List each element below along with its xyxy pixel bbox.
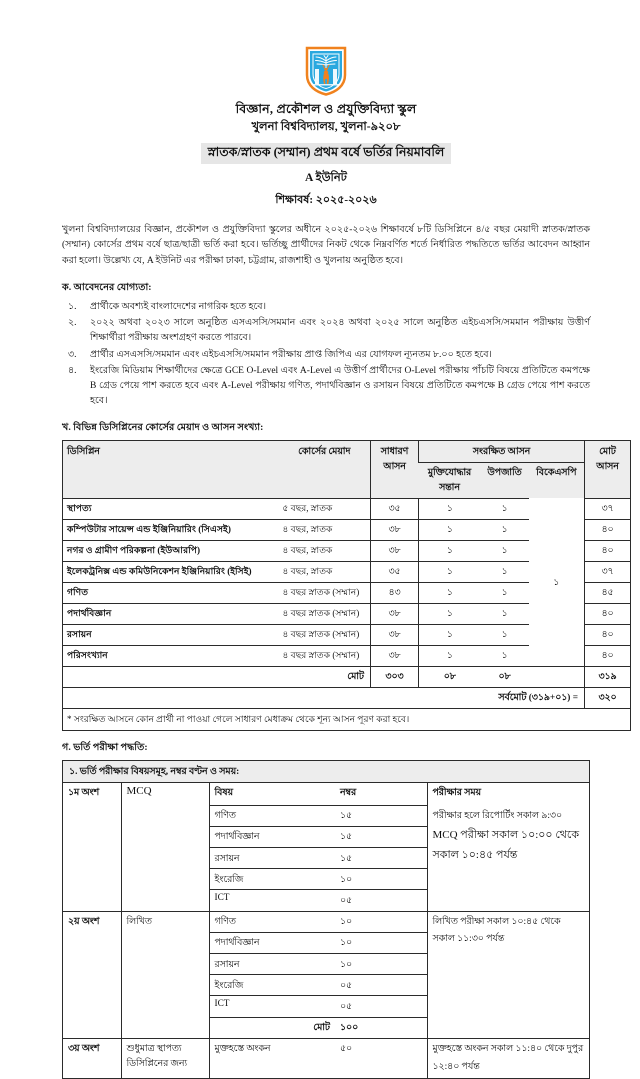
exam-header-row (63, 783, 589, 805)
cell-discipline: পরিসংখ্যান (63, 645, 279, 666)
exam-table-body (63, 783, 589, 1079)
cell-part-2-type: লিখিত (121, 911, 209, 1038)
list-item (62, 364, 590, 410)
page-title: স্নাতক/স্নাতক (সম্মান) প্রথম বর্ষে ভর্তির নিয়মাবলি (201, 143, 452, 164)
exam-time-line: মুক্তহস্তে অংকন সকাল ১১:৪০ থেকে দুপুর ১২:৪০ পর্যন্ত (432, 1044, 584, 1072)
document-header (62, 46, 590, 210)
cell-general: ৩৮ (371, 603, 419, 624)
list-item-text: ইংরেজি মিডিয়াম শিক্ষার্থীদের ক্ষেত্রে GCE O-Level এবং A-Level এ উত্তীর্ণ প্রার্থীদের O-Level পরীক্ষায় পাঁচটি বিষয়ে প্রতিটিতে কমপক্ষে B গ্রেড পেয়ে পাশ করতে হবে এবং A-Level পরীক্ষায় গণিত, পদার্থবিজ্ঞান ও রসায়ন বিষয়ে প্রতিটিতে কমপক্ষে B গ্রেড পেয়ে পাশ করতে হবে। (90, 365, 590, 407)
cell-total: ৩৭ (585, 498, 631, 519)
table-row (63, 498, 631, 519)
exam-time-line: MCQ পরীক্ষা সকাল ১০:০০ থেকে সকাল ১০:৪৫ পর্যন্ত (432, 828, 580, 862)
cell-general: ৩৮ (371, 624, 419, 645)
reserved-seat-note: * সংরক্ষিত আসনে কোন প্রার্থী না পাওয়া গেলে সাধারণ মেধাক্রম থেকে শূন্য আসন পূরণ করা হবে। (63, 708, 631, 730)
cell-tribal: ১ (481, 519, 529, 540)
cell-freedom-fighter: ১ (419, 624, 481, 645)
cell-part-1: ১ম অংশ (63, 783, 121, 911)
cell-tribal: ১ (481, 603, 529, 624)
cell-discipline: পদার্থবিজ্ঞান (63, 603, 279, 624)
cell-discipline: স্থাপত্য (63, 498, 279, 519)
col-total-line1: মোট (599, 447, 616, 458)
table-grand-total-row (63, 687, 631, 708)
cell-subject: রসায়ন (209, 848, 335, 869)
cell-marks: ১৫ (335, 805, 427, 826)
cell-freedom-fighter: ১ (419, 561, 481, 582)
cell-duration: ৫ বছর, স্নাতক (279, 498, 371, 519)
table-header-row (63, 441, 631, 463)
cell-subject: পদার্থবিজ্ঞান (209, 826, 335, 847)
total-bksp (529, 666, 585, 687)
cell-part-1-time (427, 805, 589, 911)
cell-subject: রসায়ন (209, 954, 335, 975)
cell-marks: ০৫ (335, 890, 427, 911)
exam-row (63, 1038, 589, 1078)
list-item (62, 300, 590, 315)
cell-marks: ১০ (335, 932, 427, 953)
col-general-line1: সাধারণ (380, 447, 409, 458)
cell-part-3: ৩য় অংশ (63, 1038, 121, 1078)
total-label: মোট (63, 666, 371, 687)
cell-total: ৪০ (585, 645, 631, 666)
cell-duration: ৪ বছর স্নাতক (সম্মান) (279, 603, 371, 624)
subtotal-value: ১০০ (335, 1017, 427, 1038)
col-ff-line2: সন্তান (439, 483, 460, 494)
list-item-text: প্রার্থীর এসএসসি/সমমান এবং এইচএসসি/সমমান পরীক্ষায় প্রাপ্ত জিপিএ এর যোগফল ন্যূনতম ৮.০০ হতে হবে। (90, 349, 492, 360)
cell-duration: ৪ বছর, স্নাতক (279, 561, 371, 582)
cell-total: ৪০ (585, 624, 631, 645)
col-discipline: ডিসিপ্লিন (63, 441, 279, 499)
logo-container (62, 46, 590, 96)
unit-label: A ইউনিট (305, 171, 347, 184)
grand-total-label: সর্বমোট (৩১৯+০১) = (63, 687, 585, 708)
intro-paragraph: খুলনা বিশ্ববিদ্যালয়ের বিজ্ঞান, প্রকৌশল ও প্রযুক্তিবিদ্যা স্কুলের অধীনে ২০২৫-২০২৬ শিক্ষাবর্ষে ৮টি ডিসিপ্লিনে ৪/৫ বছর মেয়াদী স্নাতক/স্নাতক (সম্মান) কোর্সের প্রথম বর্ষে ছাত্র/ছাত্রী ভর্তি করা হবে। ভর্তিচ্ছু প্রার্থীদের নিকট থেকে নিম্নবর্ণিত শর্তে নির্ধারিত পদ্ধতিতে ভর্তির আবেদন আহ্বান করা হলো। উল্লেখ্য যে, A ইউনিট এর পরীক্ষা ঢাকা, চট্টগ্রাম, রাজশাহী ও খুলনায় অনুষ্ঠিত হবে। (62, 224, 590, 266)
list-item-number: ৪. (68, 365, 77, 376)
cell-duration: ৪ বছর, স্নাতক (279, 519, 371, 540)
cell-subject: ইংরেজি (209, 869, 335, 890)
cell-duration: ৪ বছর স্নাতক (সম্মান) (279, 582, 371, 603)
cell-subject: গণিত (209, 805, 335, 826)
cell-marks: ১০ (335, 869, 427, 890)
cell-subject: ICT (209, 996, 335, 1017)
col-ff-line1: মুক্তিযোদ্ধার (427, 468, 472, 479)
total-general: ৩০৩ (371, 666, 419, 687)
cell-general: ৪৩ (371, 582, 419, 603)
cell-tribal: ১ (481, 561, 529, 582)
total-total: ৩১৯ (585, 666, 631, 687)
exam-marks-table (63, 783, 589, 1079)
cell-discipline: ইলেকট্রনিক্স এন্ড কমিউনিকেশন ইঞ্জিনিয়ারিং (ইসিই) (63, 561, 279, 582)
cell-general: ৩৮ (371, 519, 419, 540)
cell-freedom-fighter: ১ (419, 498, 481, 519)
table-total-row (63, 666, 631, 687)
table-head (63, 441, 631, 499)
total-freedom-fighter: ০৮ (419, 666, 481, 687)
cell-bksp-merged: ১ (553, 577, 560, 588)
seat-distribution-table (62, 440, 631, 731)
cell-tribal: ১ (481, 540, 529, 561)
cell-tribal: ১ (481, 582, 529, 603)
cell-general: ৩৫ (371, 498, 419, 519)
col-general-seats (371, 441, 419, 499)
cell-duration: ৪ বছর, স্নাতক (279, 540, 371, 561)
cell-part-2-time (427, 911, 589, 1038)
list-item-number: ২. (68, 318, 77, 329)
cell-discipline: রসায়ন (63, 624, 279, 645)
list-item (62, 348, 590, 363)
cell-general: ৩৮ (371, 540, 419, 561)
school-name: বিজ্ঞান, প্রকৌশল ও প্রযুক্তিবিদ্যা স্কুল (235, 102, 417, 116)
list-item-number: ৩. (68, 349, 77, 360)
col-marks: নম্বর (335, 783, 427, 805)
exam-method-box (62, 760, 590, 1079)
cell-total: ৩৭ (585, 561, 631, 582)
total-tribal: ০৮ (481, 666, 529, 687)
cell-tribal: ১ (481, 624, 529, 645)
cell-marks: ১০ (335, 954, 427, 975)
cell-subject: পদার্থবিজ্ঞান (209, 932, 335, 953)
list-item-text: প্রার্থীকে অবশ্যই বাংলাদেশের নাগরিক হতে হবে। (90, 302, 266, 312)
cell-duration: ৪ বছর স্নাতক (সম্মান) (279, 624, 371, 645)
subtotal-label: মোট (209, 1017, 335, 1038)
cell-marks: ১০ (335, 911, 427, 932)
cell-part-2: ২য় অংশ (63, 911, 121, 1038)
khulna-university-crest-icon (305, 46, 347, 96)
cell-marks: ১৫ (335, 848, 427, 869)
table-note-row (63, 708, 631, 730)
cell-subject: গণিত (209, 911, 335, 932)
cell-general: ৩৮ (371, 645, 419, 666)
exam-time-line: লিখিত পরীক্ষা সকাল ১০:৪৫ থেকে সকাল ১১:৩০ পর্যন্ত (432, 917, 561, 945)
cell-subject: মুক্তহস্তে অংকন (209, 1038, 335, 1078)
list-item (62, 316, 590, 346)
exam-time-line: পরীক্ষার হলে রিপোর্টিং সকাল ৯:৩০ (432, 810, 562, 821)
cell-marks: ০৫ (335, 975, 427, 996)
session-label: শিক্ষাবর্ষ: ২০২৫-২০২৬ (275, 193, 377, 206)
cell-freedom-fighter: ১ (419, 645, 481, 666)
col-freedom-fighter (419, 462, 481, 498)
col-total-seats (585, 441, 631, 499)
university-address: খুলনা বিশ্ববিদ্যালয়, খুলনা-৯২০৮ (251, 121, 401, 134)
col-exam-time: পরীক্ষার সময় (432, 788, 482, 799)
cell-discipline: গণিত (63, 582, 279, 603)
cell-total: ৪০ (585, 603, 631, 624)
cell-subject: ইংরেজি (209, 975, 335, 996)
col-total-line2: আসন (596, 462, 619, 473)
list-item-number: ১. (68, 302, 77, 312)
cell-part-3-type: শুধুমাত্র স্থাপত্য ডিসিপ্লিনের জন্য (121, 1038, 209, 1078)
col-general-line2: আসন (383, 462, 406, 473)
exam-table-title: ১. ভর্তি পরীক্ষার বিষয়সমূহ, নম্বর বণ্টন ও সময়: (63, 761, 589, 783)
cell-subject: ICT (209, 890, 335, 911)
exam-row (63, 911, 589, 932)
cell-duration: ৪ বছর স্নাতক (সম্মান) (279, 645, 371, 666)
qualification-heading: ক. আবেদনের যোগ্যতা: (62, 282, 152, 293)
cell-part-1-type: MCQ (126, 785, 152, 798)
cell-freedom-fighter: ১ (419, 603, 481, 624)
cell-marks: ১৫ (335, 826, 427, 847)
cell-marks: ৫০ (335, 1038, 427, 1078)
seats-heading: খ. বিভিন্ন ডিসিপ্লিনের কোর্সের মেয়াদ ও আসন সংখ্যা: (62, 422, 264, 434)
cell-discipline: নগর ও গ্রামীণ পরিকল্পনা (ইউআরপি) (63, 540, 279, 561)
cell-freedom-fighter: ১ (419, 582, 481, 603)
col-tribal: উপজাতি (481, 462, 529, 498)
cell-freedom-fighter: ১ (419, 519, 481, 540)
cell-marks: ০৫ (335, 996, 427, 1017)
cell-part-3-time (427, 1038, 589, 1078)
col-bksp: বিকেএসপি (529, 462, 585, 498)
cell-total: ৪০ (585, 540, 631, 561)
table-body (63, 498, 631, 730)
cell-freedom-fighter: ১ (419, 540, 481, 561)
exam-heading: গ. ভর্তি পরীক্ষা পদ্ধতি: (62, 741, 148, 753)
col-reserved-group: সংরক্ষিত আসন (419, 441, 585, 463)
list-item-text: ২০২২ অথবা ২০২৩ সালে অনুষ্ঠিত এসএসসি/সমমান এবং ২০২৪ অথবা ২০২৫ সালে অনুষ্ঠিত এইচএসসি/সমমান পরীক্ষায় উত্তীর্ণ শিক্ষার্থীরা পরীক্ষায় অংশগ্রহণ করতে পারবে। (90, 318, 590, 344)
cell-total: ৪০ (585, 519, 631, 540)
grand-total-value: ৩২০ (585, 687, 631, 708)
cell-general: ৩৫ (371, 561, 419, 582)
col-duration: কোর্সের মেয়াদ (279, 441, 371, 499)
qualification-list (62, 300, 590, 409)
col-subject: বিষয় (209, 783, 335, 805)
cell-tribal: ১ (481, 645, 529, 666)
cell-tribal: ১ (481, 498, 529, 519)
cell-discipline: কম্পিউটার সায়েন্স এন্ড ইঞ্জিনিয়ারিং (সিএসই) (63, 519, 279, 540)
cell-total: ৪৫ (585, 582, 631, 603)
